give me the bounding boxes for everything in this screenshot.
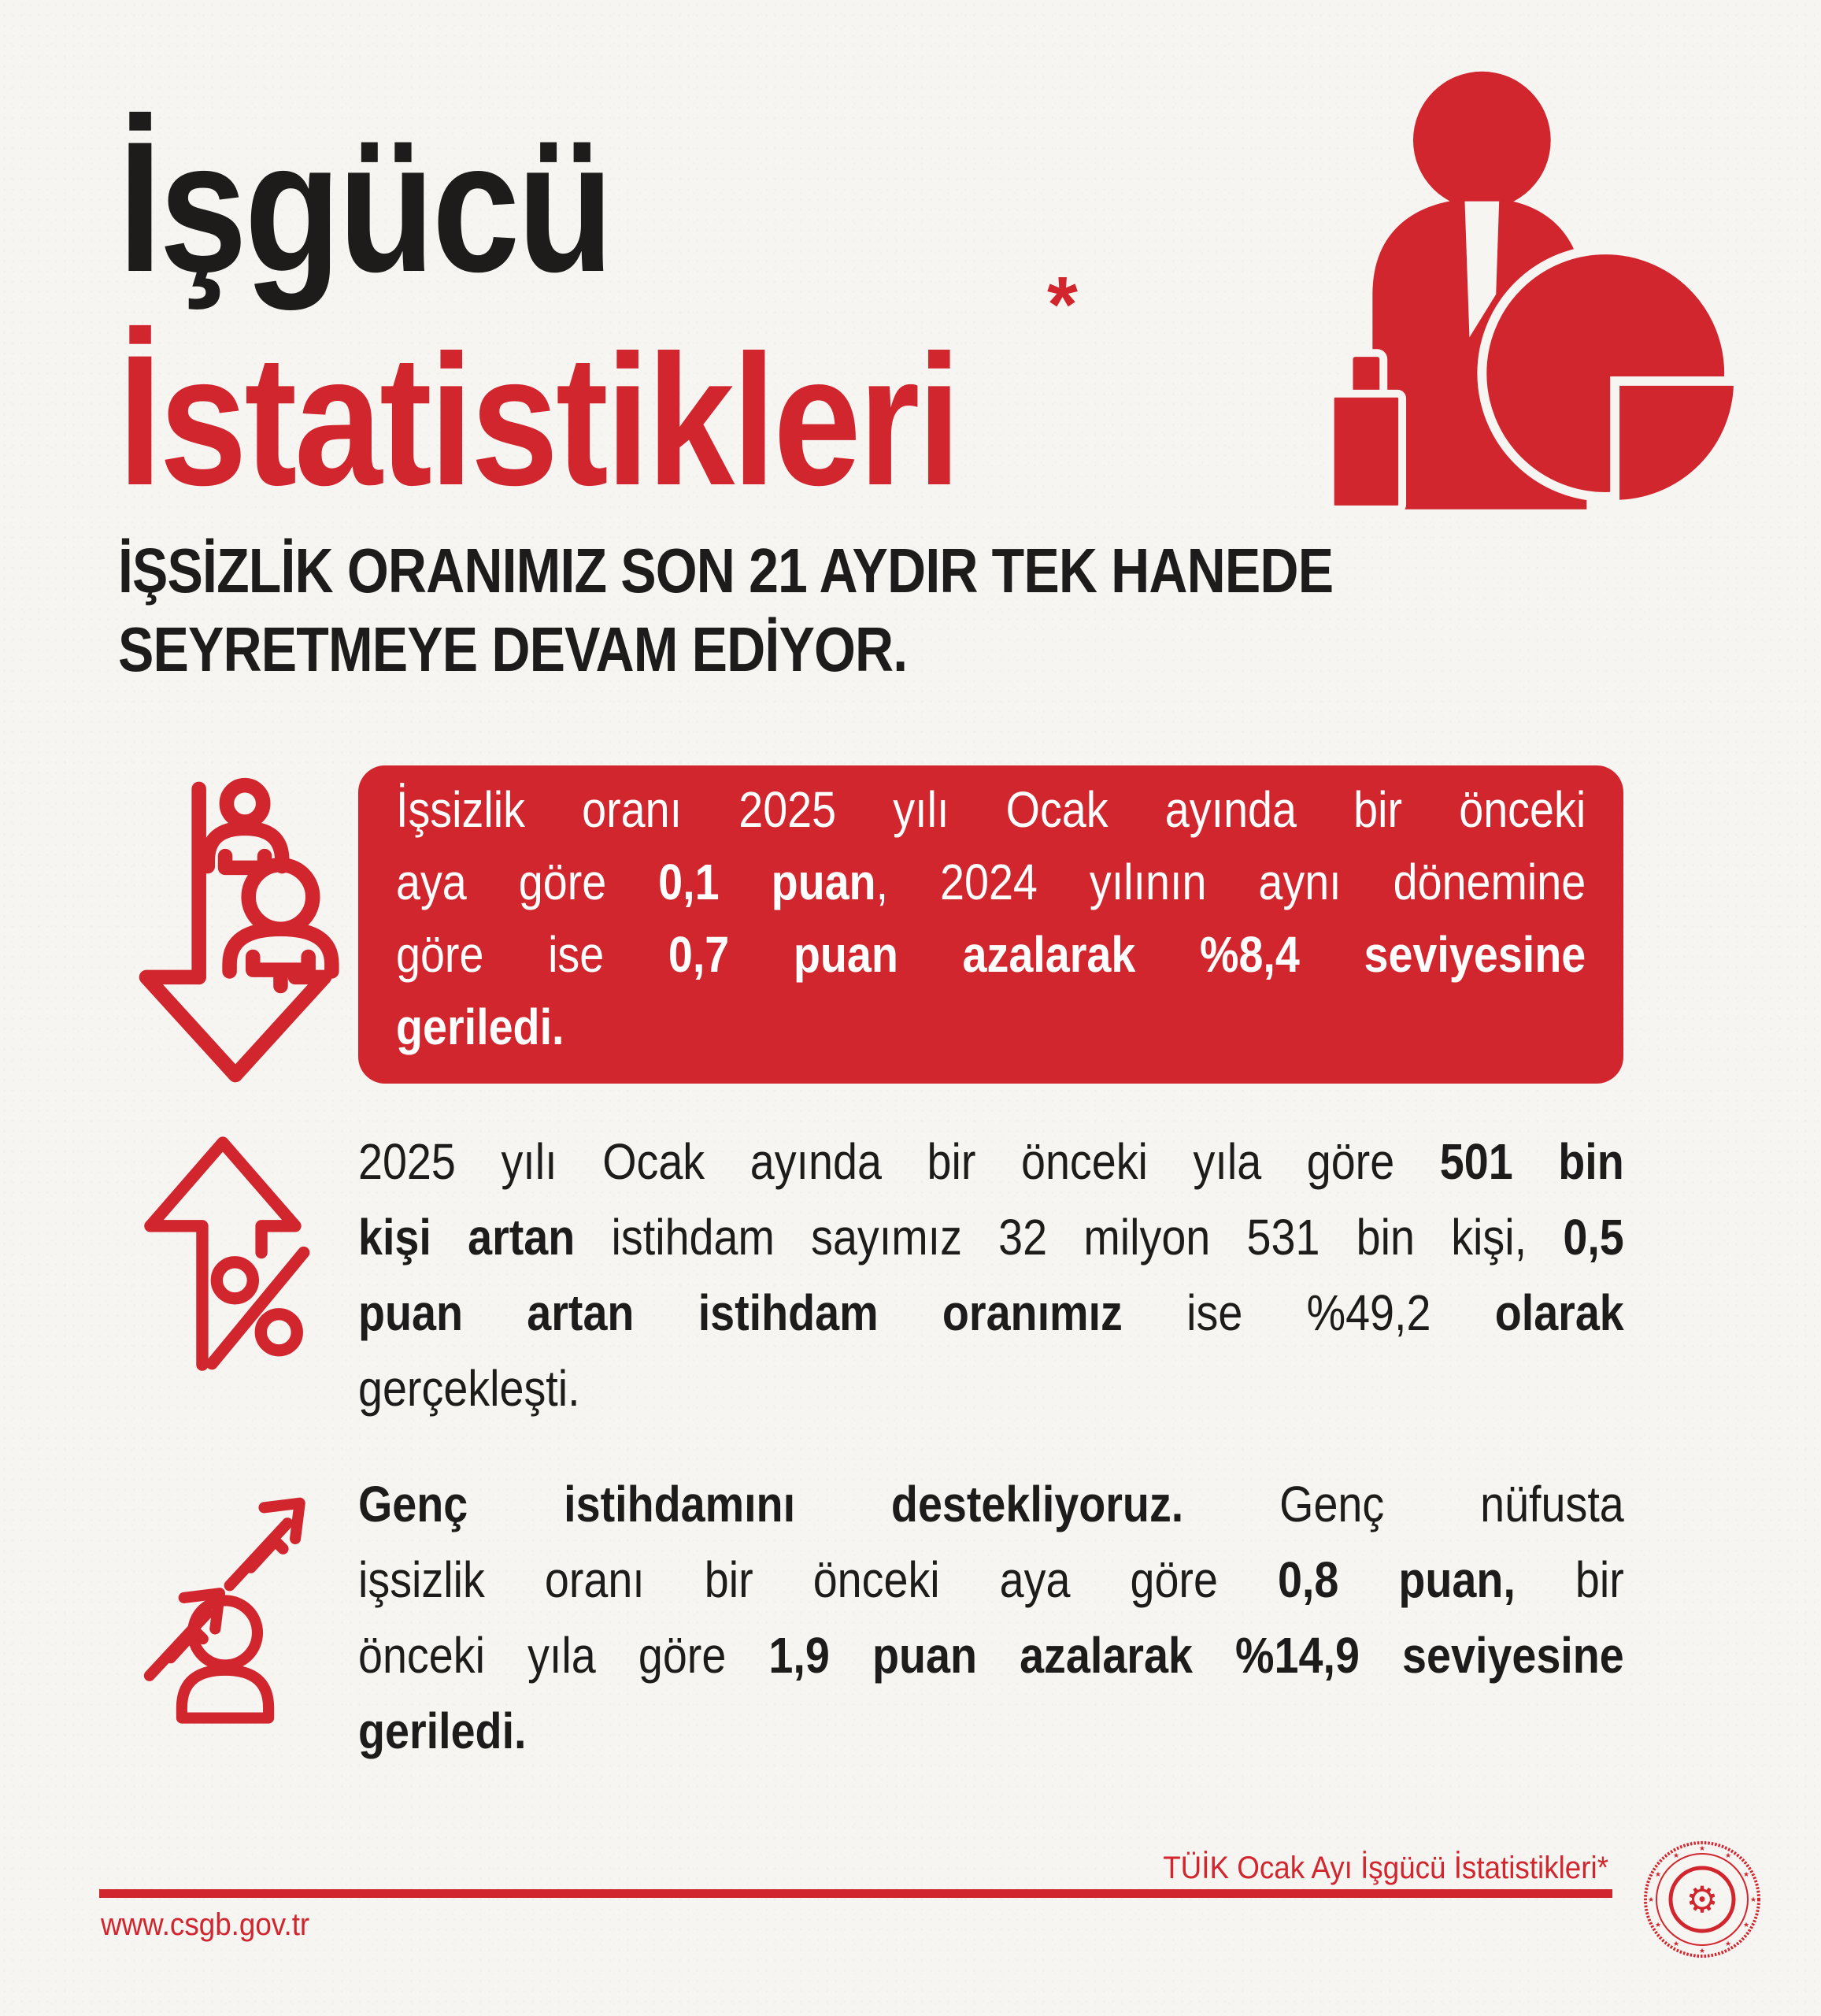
employment-up-arrow-percent-icon (132, 1125, 313, 1378)
employment-paragraph-text (358, 1124, 1624, 1426)
ministry-seal-logo (1639, 1836, 1765, 1962)
website-url: www.csgb.gov.tr (101, 1907, 310, 1942)
text-line (358, 1275, 1624, 1351)
text-segment: geriledi. (358, 1703, 527, 1759)
text-line (396, 846, 1586, 918)
text-segment: 0,1 puan (658, 854, 876, 910)
headline (118, 532, 1333, 689)
text-segment: kişi artan (358, 1209, 576, 1266)
svg-text:★: ★ (1672, 1852, 1680, 1860)
text-segment: geriledi. (396, 999, 564, 1055)
text-segment: puan artan istihdam oranımız (358, 1284, 1123, 1341)
text-segment: , 2024 yılının aynı dönemine (875, 854, 1586, 910)
text-segment: aya göre (396, 854, 659, 910)
text-segment: 0,8 puan, (1277, 1551, 1516, 1608)
text-segment: işsizlik oranı bir önceki aya göre (358, 1551, 1278, 1608)
youth-paragraph (358, 1466, 1813, 1769)
svg-text:★: ★ (1672, 1940, 1680, 1948)
text-segment: ise %49,2 (1122, 1284, 1495, 1341)
text-segment: 0,7 puan azalarak %8,4 seviyesine (668, 926, 1586, 983)
headline-line-1: İŞSİZLİK ORANIMIZ SON 21 AYDIR TEK HANEDE (118, 536, 1334, 606)
page-title (118, 101, 958, 528)
svg-text:★: ★ (1724, 1852, 1732, 1860)
text-line (358, 1466, 1624, 1542)
businessperson-piechart-icon (1301, 24, 1738, 510)
text-line (396, 991, 1586, 1063)
text-segment: önceki yıla göre (358, 1627, 769, 1684)
svg-text:★: ★ (1742, 1922, 1750, 1929)
unemployment-highlight-text (396, 773, 1586, 1063)
text-segment: Genç istihdamını destekliyoruz. (358, 1476, 1184, 1532)
youth-paragraph-text (358, 1466, 1624, 1769)
text-segment: İşsizlik oranı 2025 yılı Ocak ayında bir önceki (396, 781, 1586, 838)
text-line (358, 1199, 1624, 1275)
title-line-2: İstatistikleri (118, 317, 959, 525)
svg-text:★: ★ (1698, 1947, 1706, 1955)
employment-paragraph (358, 1124, 1813, 1426)
text-line (396, 773, 1586, 846)
svg-text:★: ★ (1654, 1922, 1662, 1929)
svg-text:★: ★ (1698, 1845, 1706, 1853)
headline-line-2: SEYRETMEYE DEVAM EDİYOR. (118, 614, 908, 684)
text-segment: gerçekleşti. (358, 1360, 580, 1417)
svg-text:★: ★ (1742, 1871, 1750, 1879)
text-line (358, 1618, 1624, 1693)
text-segment: Genç nüfusta (1183, 1476, 1624, 1532)
unemployment-down-arrow-people-icon (126, 745, 345, 1088)
svg-text:★: ★ (1724, 1940, 1732, 1948)
seal-gear-icon: ⚙ (1686, 1878, 1719, 1921)
text-segment: 0,5 (1563, 1209, 1624, 1266)
text-line (358, 1542, 1624, 1618)
svg-text:★: ★ (1647, 1896, 1655, 1904)
text-line (358, 1693, 1624, 1769)
text-segment: olarak (1494, 1284, 1624, 1341)
text-line (358, 1124, 1624, 1199)
footnote-asterisk: * (1047, 261, 1078, 349)
source-note: TÜİK Ocak Ayı İşgücü İstatistikleri* (1163, 1851, 1608, 1885)
text-segment: bir (1515, 1551, 1624, 1608)
text-line (396, 918, 1586, 991)
text-line (358, 1351, 1624, 1426)
svg-text:★: ★ (1749, 1896, 1757, 1904)
text-segment: 2025 yılı Ocak ayında bir önceki yıla göre (358, 1133, 1440, 1190)
text-segment: göre ise (396, 926, 668, 983)
text-segment: 501 bin (1439, 1133, 1624, 1190)
youth-person-rising-arrows-icon (142, 1474, 309, 1725)
title-line-1: İşgücü (118, 103, 612, 311)
text-segment: istihdam sayımız 32 milyon 531 bin kişi, (575, 1209, 1564, 1266)
svg-text:★: ★ (1654, 1871, 1662, 1879)
text-segment: 1,9 puan azalarak %14,9 seviyesine (768, 1627, 1624, 1684)
footer-divider (99, 1889, 1612, 1898)
unemployment-highlight-box (358, 765, 1623, 1084)
